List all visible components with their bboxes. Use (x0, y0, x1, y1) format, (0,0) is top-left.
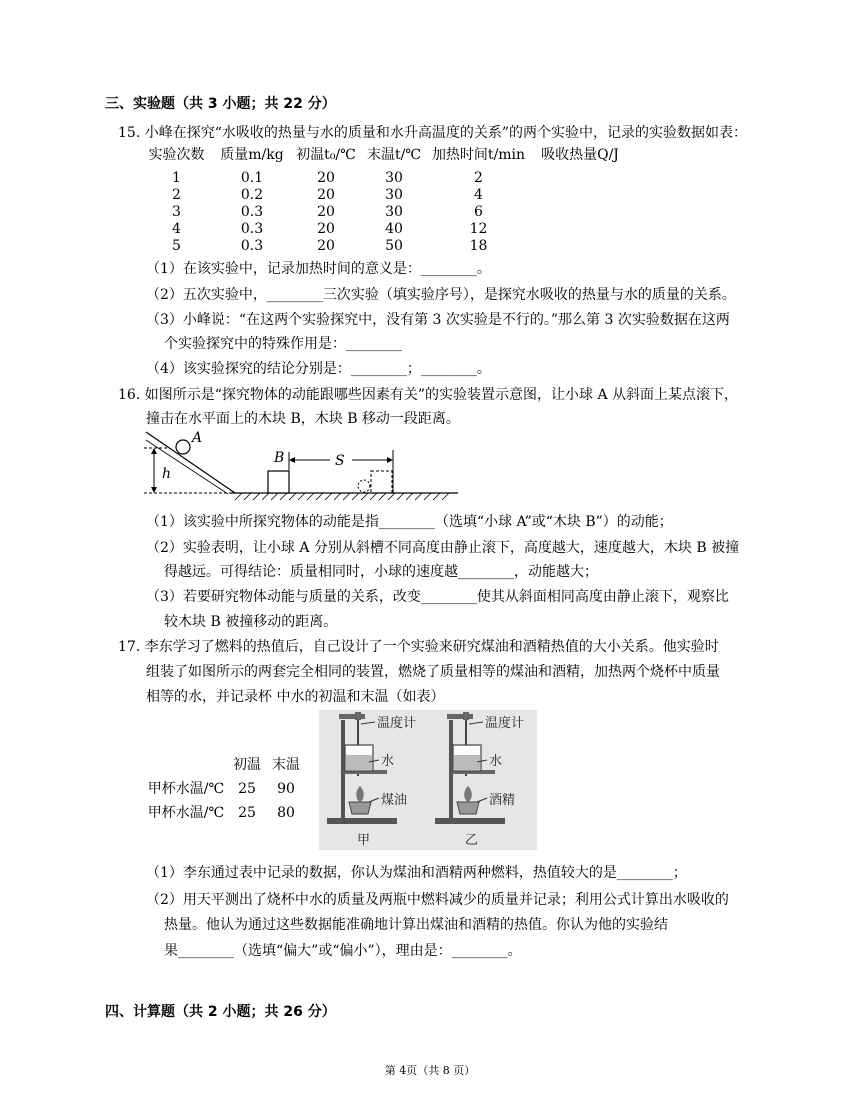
block-B-icon (268, 471, 289, 493)
q16-sub3-line2: 较木块 B 被撞移动的距离。 (164, 614, 338, 630)
caption-yi: 乙 (465, 833, 479, 848)
table-cell: 25 (238, 781, 256, 797)
q15-sub2: （2）五次实验中，________三次实验（填实验序号），是探究水吸收的热量与水的质量的关系。 (146, 287, 736, 303)
table-cell (530, 204, 630, 221)
burner-icon (349, 802, 371, 814)
table-cell: 30 (385, 187, 403, 203)
s-arrow-left-icon (289, 457, 295, 463)
label-water: 水 (489, 754, 503, 769)
q15-sub3-line1: （3）小峰说：“在这两个实验探究中，没有第 3 次实验是不行的。”那么第 3 次实验数据在这两 (146, 312, 730, 328)
table-cell: 5 (172, 238, 181, 254)
table-row (144, 801, 306, 825)
s-arrow-right-icon (387, 457, 393, 463)
burner-icon (457, 802, 479, 814)
q15-sub3-line2: 个实验探究中的特殊作用是：________ (164, 336, 402, 352)
table-cell: 18 (469, 238, 488, 254)
table-cell: 0.3 (240, 221, 264, 237)
kinetic-energy-apparatus-diagram (140, 428, 460, 504)
q17-stem-line2: 组装了如图所示的两套完全相同的装置，燃烧了质量相等的煤油和酒精，加热两个烧杯中质量 (146, 664, 720, 680)
table-cell: 0.3 (240, 204, 264, 220)
q15-header-cell: 初温t₀/℃ (296, 147, 356, 163)
q17-sub2-line3: 果________（选填“偏大”或“偏小”），理由是：________。 (164, 943, 522, 959)
label-S: S (335, 453, 345, 469)
q16-stem-line1: 16. 如图所示是“探究物体的动能跟哪些因素有关”的实验装置示意图，让小球 A 从斜面上某点滚下， (118, 387, 739, 403)
q15-stem: 15. 小峰在探究“水吸收的热量与水的质量和水升高温度的关系”的两个实验中，记录的实验数据如表： (118, 125, 748, 141)
table-row (140, 204, 630, 221)
water-fill (346, 755, 372, 770)
stand-rod-icon (341, 720, 345, 818)
page-footer: 第 4页（共 8 页） (384, 1064, 476, 1077)
table-cell: 0.1 (240, 170, 264, 186)
table-cell: 30 (385, 204, 403, 220)
q17-col-final: 末温 (272, 757, 300, 773)
label-water: 水 (381, 754, 395, 769)
q17-stem-line3: 相等的水，并记录杯 中水的初温和末温（如表） (146, 689, 445, 705)
figure-background (319, 710, 537, 850)
stand-rod-icon (449, 720, 453, 818)
table-row (140, 221, 630, 238)
table-cell: 20 (317, 221, 335, 237)
q15-header-cell: 吸收热量Q/J (541, 147, 619, 163)
label-thermometer: 温度计 (485, 716, 525, 731)
moved-ball-dashed-icon (358, 480, 370, 492)
q17-sub2-line1: （2）用天平测出了烧杯中水的质量及两瓶中燃料减少的质量并记录；利用公式计算出水吸收的 (146, 892, 729, 908)
table-row (144, 753, 306, 777)
table-cell: 20 (317, 238, 335, 254)
q17-row-label: 甲杯水温/℃ (147, 781, 225, 797)
caption-jia: 甲 (357, 833, 371, 848)
q15-header-cell: 质量m/kg (220, 147, 284, 163)
q17-row-label: 甲杯水温/℃ (147, 805, 225, 821)
q16-stem-line2: 撞击在水平面上的木块 B，木块 B 移动一段距离。 (146, 411, 460, 427)
q17-temperature-table (144, 753, 306, 825)
table-cell: 0.3 (240, 238, 264, 254)
table-cell: 30 (385, 170, 403, 186)
q15-header-cell: 末温t/℃ (366, 147, 421, 163)
water-fill (454, 755, 480, 770)
table-cell: 25 (238, 805, 256, 821)
table-cell: 6 (474, 204, 483, 220)
label-thermometer: 温度计 (377, 716, 417, 731)
table-cell: 40 (385, 221, 403, 237)
q15-table-header-row (140, 147, 630, 164)
q17-sub1: （1）李东通过表中记录的数据，你认为煤油和酒精两种燃料，热值较大的是________； (146, 865, 687, 881)
table-cell (530, 170, 630, 187)
h-arrow-down-icon (151, 487, 157, 493)
label-alcohol: 酒精 (489, 793, 516, 808)
section-3-heading: 三、实验题（共 3 小题；共 22 分） (105, 96, 336, 112)
table-cell (530, 187, 630, 204)
section-4-heading: 四、计算题（共 2 小题；共 26 分） (105, 1004, 336, 1020)
table-cell: 20 (317, 204, 335, 220)
ground-hatching (235, 493, 449, 500)
moved-block-dashed-icon (371, 471, 392, 493)
table-cell: 90 (277, 781, 295, 797)
table-cell (530, 238, 630, 255)
q16-sub1: （1）该实验中所探究物体的动能是指________（选填“小球 A”或“木块 B”）的动能； (146, 514, 673, 530)
label-kerosene: 煤油 (381, 793, 408, 808)
label-B: B (274, 450, 285, 466)
q16-sub2-line2: 得越远。可得结论：质量相同时，小球的速度越________，动能越大； (164, 564, 598, 580)
q17-stem-line1: 17. 李东学习了燃料的热值后，自己设计了一个实验来研究煤油和酒精热值的大小关系。他实验时 (118, 639, 719, 655)
table-row (144, 777, 306, 801)
table-cell: 4 (172, 221, 181, 237)
clamp-icon (339, 714, 365, 719)
q15-sub4: （4）该实验探究的结论分别是：________；________。 (146, 361, 491, 377)
fuel-heating-apparatus-figure (319, 710, 537, 850)
label-A: A (192, 430, 203, 446)
clamp-icon (447, 714, 473, 719)
table-cell (530, 221, 630, 238)
table-cell: 12 (469, 221, 488, 237)
table-cell: 3 (172, 204, 181, 220)
q15-sub1: （1）在该实验中，记录加热时间的意义是：________。 (146, 261, 491, 277)
table-cell: 1 (172, 170, 181, 186)
table-cell: 2 (474, 170, 483, 186)
table-cell: 2 (172, 187, 181, 203)
table-cell: 20 (317, 170, 335, 186)
ball-A-icon (176, 440, 190, 454)
q16-sub3-line1: （3）若要研究物体动能与质量的关系，改变________使其从斜面相同高度由静止滚下，观察比 (146, 589, 729, 605)
table-row (140, 170, 630, 187)
table-row (140, 187, 630, 204)
q15-data-table (140, 147, 630, 255)
table-row (140, 238, 630, 255)
table-cell: 4 (474, 187, 483, 203)
incline-slope (146, 432, 235, 493)
table-cell: 0.2 (240, 187, 264, 203)
stand-base-icon (435, 818, 505, 824)
q15-header-cell: 加热时间t/min (431, 147, 526, 163)
h-arrow-up-icon (151, 448, 157, 454)
table-cell: 80 (277, 805, 295, 821)
q17-sub2-line2: 热量。他认为通过这些数据能准确地计算出煤油和酒精的热值。你认为他的实验结 (164, 917, 668, 933)
q17-col-initial: 初温 (233, 757, 261, 773)
q15-header-cell: 实验次数 (148, 147, 205, 163)
stand-base-icon (327, 818, 397, 824)
table-cell: 50 (385, 238, 403, 254)
q16-sub2-line1: （2）实验表明，让小球 A 分别从斜槽不同高度由静止滚下，高度越大，速度越大，木块 B 被撞 (146, 540, 740, 556)
table-cell: 20 (317, 187, 335, 203)
label-h: h (162, 466, 172, 482)
